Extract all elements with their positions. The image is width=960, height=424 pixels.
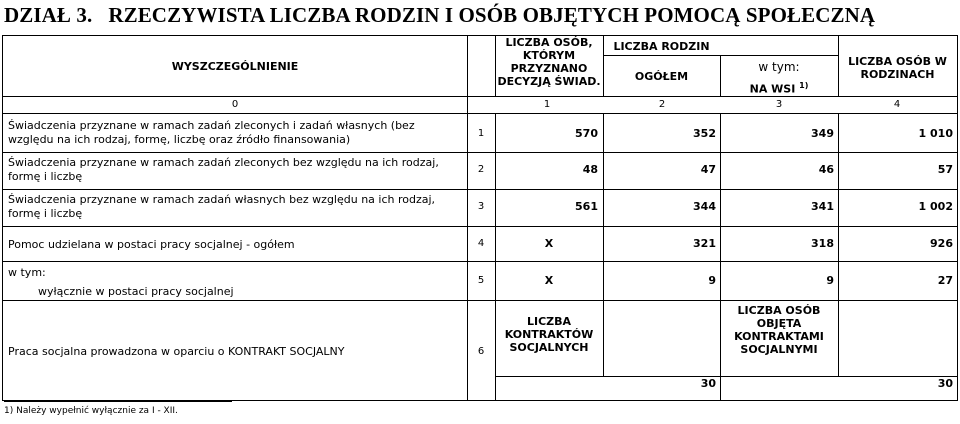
table-cell: 926	[930, 237, 953, 250]
contracts-label-line: KONTRAKTÓW	[504, 328, 594, 341]
table-cell: 57	[937, 163, 953, 176]
table-cell: 1 010	[918, 127, 953, 140]
col-number: 2	[658, 99, 666, 110]
persons-label-line: LICZBA OSÓB	[737, 304, 821, 317]
header-osoby-line: LICZBA OSÓB W	[848, 55, 947, 68]
header-wyszczegolnienie: WYSZCZEGÓLNIENIE	[171, 60, 299, 73]
table-cell: 341	[811, 200, 834, 213]
col-number: 0	[231, 99, 239, 110]
header-col1-line: KTÓRYM	[522, 49, 576, 62]
table-cell: X	[544, 274, 554, 287]
table-cell: 30	[937, 377, 953, 390]
header-wtym: w tym:	[758, 60, 800, 74]
header-osoby-w-rodzinach	[838, 55, 957, 81]
row-label-prefix: w tym:	[8, 266, 46, 279]
table-cell: 47	[700, 163, 716, 176]
footnote: 1) Należy wypełnić wyłącznie za I - XII.	[4, 406, 178, 416]
table-cell: 570	[575, 127, 598, 140]
row-label: Świadczenia przyznane w ramach zadań zleconych i zadań własnych (bez względu na ich rodzaj, formę, liczbę oraz źródło finansowania)	[8, 119, 415, 146]
table-cell: 30	[700, 377, 716, 390]
table-cell: 561	[575, 200, 598, 213]
table-cell: 1 002	[918, 200, 953, 213]
header-rodziny: LICZBA RODZIN	[613, 40, 710, 53]
row-label: Świadczenia przyznane w ramach zadań własnych bez względu na ich rodzaj, formę i liczbę	[8, 193, 436, 220]
header-col1-line: DECYZJĄ ŚWIAD.	[497, 75, 601, 88]
row-number: 6	[477, 346, 485, 357]
table-cell: 48	[582, 163, 598, 176]
header-na-wsi	[720, 79, 838, 96]
row-number: 2	[477, 164, 485, 175]
header-na-wsi-text: NA WSI	[749, 82, 796, 96]
persons-label-line: OBJĘTA	[756, 317, 802, 330]
table-cell: X	[544, 237, 554, 250]
table-cell: 318	[811, 237, 834, 250]
row-label: wyłącznie w postaci pracy socjalnej	[38, 285, 234, 298]
persons-label	[720, 304, 838, 356]
row-number: 5	[477, 275, 485, 286]
header-ogolem: OGÓŁEM	[634, 70, 689, 83]
table-cell: 9	[826, 274, 834, 287]
header-col1-line: LICZBA OSÓB,	[505, 36, 593, 49]
table-cell: 352	[693, 127, 716, 140]
contracts-label-line: SOCJALNYCH	[509, 341, 589, 354]
contracts-label-line: LICZBA	[526, 315, 572, 328]
col-number: 4	[893, 99, 901, 110]
header-col1-line: PRZYZNANO	[510, 62, 588, 75]
table-cell: 344	[693, 200, 716, 213]
row-number: 1	[477, 128, 485, 139]
table-cell: 321	[693, 237, 716, 250]
table-cell: 9	[708, 274, 716, 287]
col-number: 1	[543, 99, 551, 110]
col-number: 3	[775, 99, 783, 110]
table-cell: 349	[811, 127, 834, 140]
row-label: Świadczenia przyznane w ramach zadań zleconych bez względu na ich rodzaj, formę i liczbę	[8, 156, 439, 183]
table-cell: 27	[937, 274, 953, 287]
header-osoby-line: RODZINACH	[860, 68, 935, 81]
contracts-label	[495, 315, 603, 354]
row-number: 3	[477, 201, 485, 212]
footnote-marker: 1)	[799, 81, 809, 90]
row-number: 4	[477, 238, 485, 249]
header-col1	[495, 36, 603, 88]
section-title: RZECZYWISTA LICZBA RODZIN I OSÓB OBJĘTYCH POMOCĄ SPOŁECZNĄ	[108, 3, 876, 27]
persons-label-line: KONTRAKTAMI	[734, 330, 824, 343]
table-cell: 46	[818, 163, 834, 176]
section-number: DZIAŁ 3.	[4, 3, 93, 27]
row-label: Pomoc udzielana w postaci pracy socjalnej - ogółem	[8, 238, 295, 251]
row-label: Praca socjalna prowadzona w oparciu o KONTRAKT SOCJALNY	[8, 345, 345, 358]
persons-label-line: SOCJALNYMI	[740, 343, 818, 356]
